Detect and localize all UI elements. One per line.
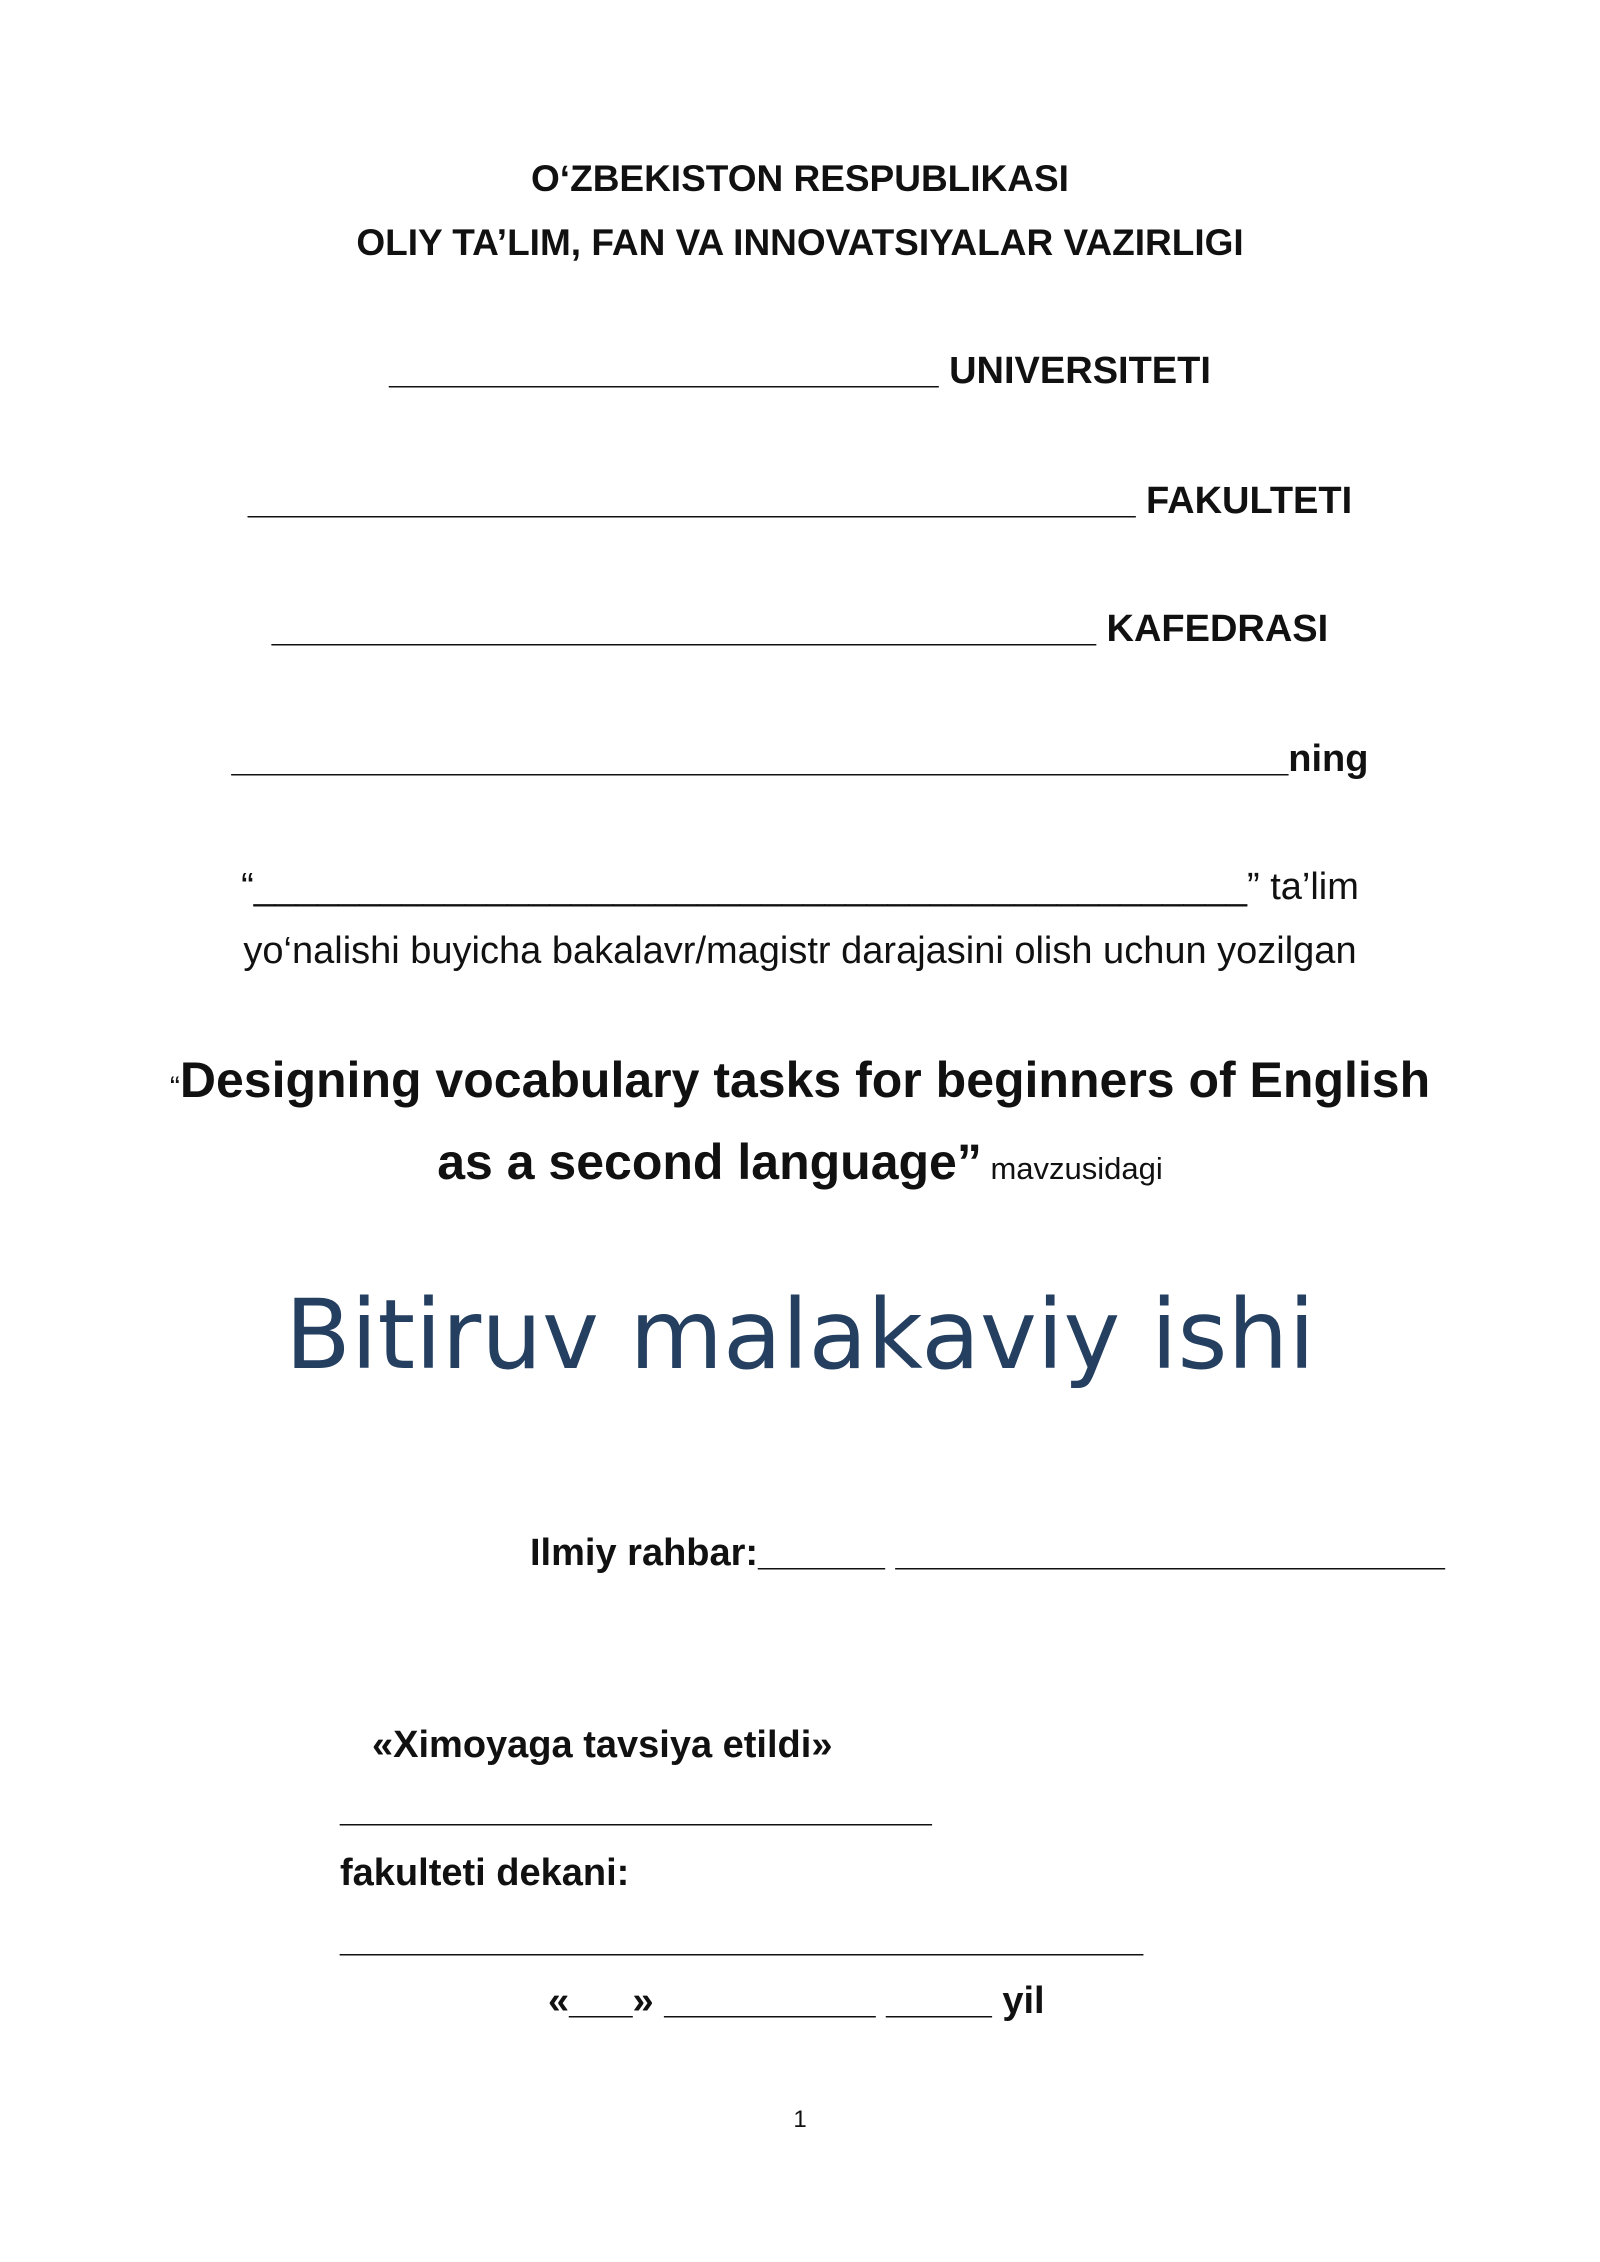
defense-blank-2: ______________________________________ [340, 1918, 1144, 1960]
topic-line-2: as a second language [437, 1134, 957, 1190]
topic-line-1-wrap [0, 1052, 1600, 1110]
ministry-line-1: O‘ZBEKISTON RESPUBLIKASI [531, 158, 1069, 199]
topic-line-1: Designing vocabulary tasks for beginners of English [179, 1052, 1431, 1108]
faculty-line: __________________________________________ FAKULTETI [247, 480, 1353, 522]
university-line: __________________________ UNIVERSITETI [389, 350, 1211, 392]
topic-close-quote: ” [956, 1134, 982, 1190]
topic-open-quote: “ [169, 1071, 180, 1104]
ministry-line-2: OLIY TA’LIM, FAN VA INNOVATSIYALAR VAZIRLIGI [356, 222, 1244, 263]
dean-label: fakulteti dekani: [340, 1852, 630, 1894]
supervisor-label: Ilmiy rahbar: [530, 1532, 759, 1574]
defense-recommended: «Ximoyaga tavsiya etildi» [372, 1724, 833, 1766]
work-title: Bitiruv malakaviy ishi [284, 1279, 1316, 1391]
department-line: _______________________________________ KAFEDRASI [271, 608, 1329, 650]
direction-line-1: “_______________________________________________” ta’lim [241, 866, 1359, 908]
supervisor-blank: ______ __________________________ [758, 1532, 1445, 1574]
defense-date: «___» __________ _____ yil [548, 1980, 1045, 2022]
supervisor-line [530, 1532, 1445, 1576]
page-number: 1 [793, 2106, 807, 2133]
topic-line-2-wrap [0, 1134, 1600, 1192]
direction-line-2: yo‘nalishi buyicha bakalavr/magistr darajasini olish uchun yozilgan [243, 930, 1357, 972]
topic-suffix: mavzusidagi [981, 1151, 1163, 1186]
defense-blank-1: ____________________________ [340, 1788, 932, 1830]
student-name-line: __________________________________________________ning [231, 738, 1369, 780]
